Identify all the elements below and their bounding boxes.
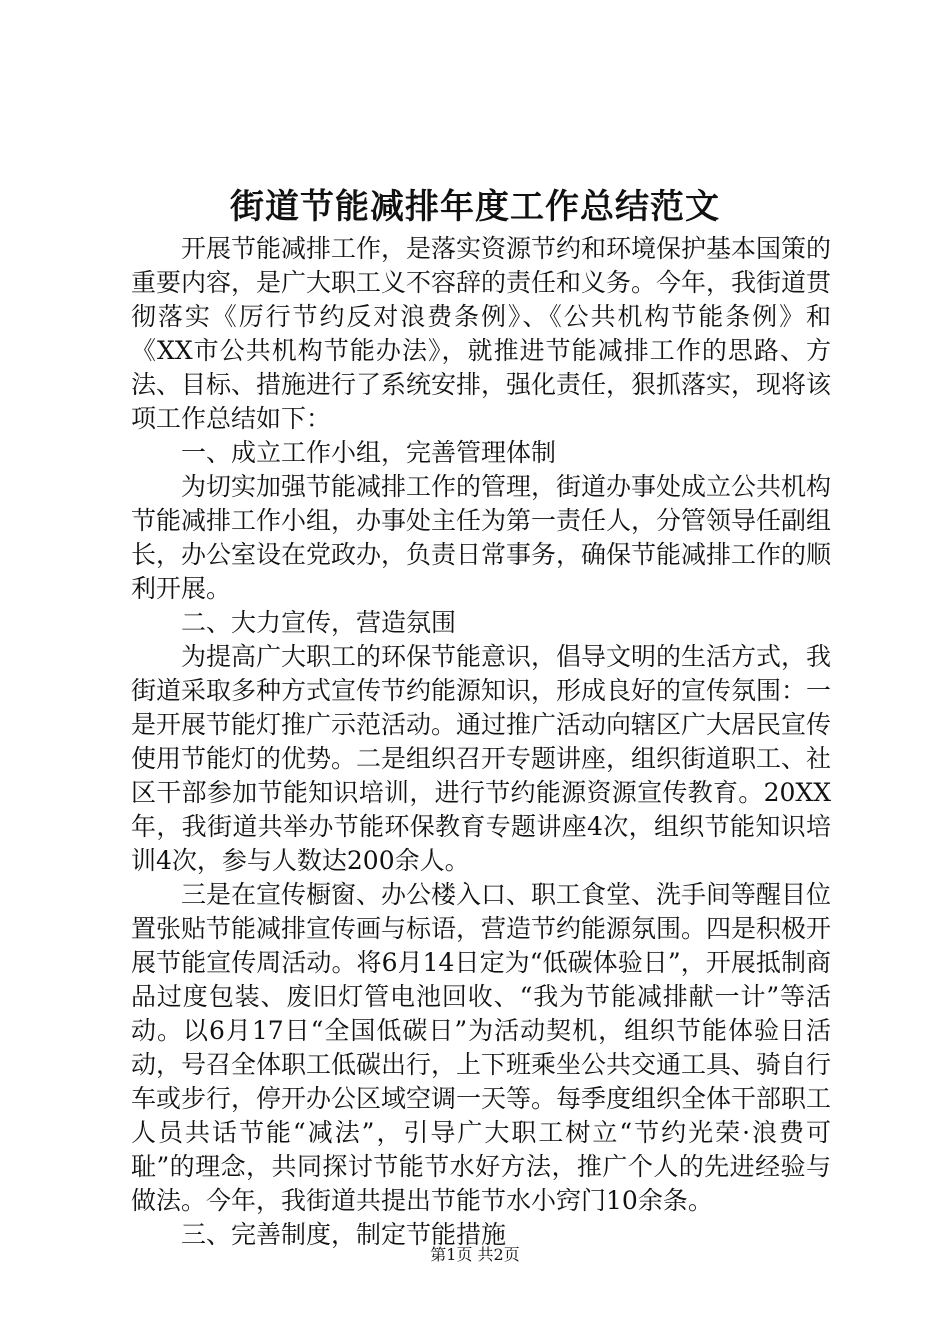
- section-1-paragraph: 为切实加强节能减排工作的管理，街道办事处成立公共机构节能减排工作小组，办事处主任为第一责任人，分管领导任副组长，办公室设在党政办，负责日常事务，确保节能减排工作的顺利开展。: [131, 472, 832, 603]
- section-heading-3: 三、完善制度，制定节能措施: [181, 1220, 507, 1249]
- page-footer: 第1页 共2页: [430, 1245, 520, 1264]
- section-heading-2: 二、大力宣传，营造氛围: [181, 608, 457, 637]
- section-2-paragraph-2: 三是在宣传橱窗、办公楼入口、职工食堂、洗手间等醒目位置张贴节能减排宣传画与标语，营造节约能源氛围。四是积极开展节能宣传周活动。将6月14日定为“低碳体验日”，开展抵制商品过度包装、废旧灯管电池回收、“我为节能减排献一计”等活动。以6月17日“全国低碳日”为活动契机，组织节能体验日活动，号召全体职工低碳出行，上下班乘坐公共交通工具、骑自行车或步行，停开办公区域空调一天等。每季度组织全体干部职工人员共话节能“减法”，引导广大职工树立“节约光荣·浪费可耻”的理念，共同探讨节能节水好方法，推广个人的先进经验与做法。今年，我街道共提出节能节水小窍门10余条。: [131, 880, 832, 1215]
- document-title: 街道节能减排年度工作总结范文: [230, 187, 720, 227]
- section-2-paragraph-1: 为提高广大职工的环保节能意识，倡导文明的生活方式，我街道采取多种方式宣传节约能源知识，形成良好的宣传氛围：一是开展节能灯推广示范活动。通过推广活动向辖区广大居民宣传使用节能灯的优势。二是组织召开专题讲座，组织街道职工、社区干部参加节能知识培训，进行节约能源资源宣传教育。20XX年，我街道共举办节能环保教育专题讲座4次，组织节能知识培训4次，参与人数达200余人。: [131, 642, 832, 875]
- intro-paragraph: 开展节能减排工作，是落实资源节约和环境保护基本国策的重要内容，是广大职工义不容辞的责任和义务。今年，我街道贯彻落实《厉行节约反对浪费条例》、《公共机构节能条例》和《XX市公共机构节能办法》，就推进节能减排工作的思路、方法、目标、措施进行了系统安排，强化责任，狠抓落实，现将该项工作总结如下：: [131, 234, 832, 433]
- document-body: [131, 232, 831, 1252]
- section-heading-1: 一、成立工作小组，完善管理体制: [181, 438, 557, 467]
